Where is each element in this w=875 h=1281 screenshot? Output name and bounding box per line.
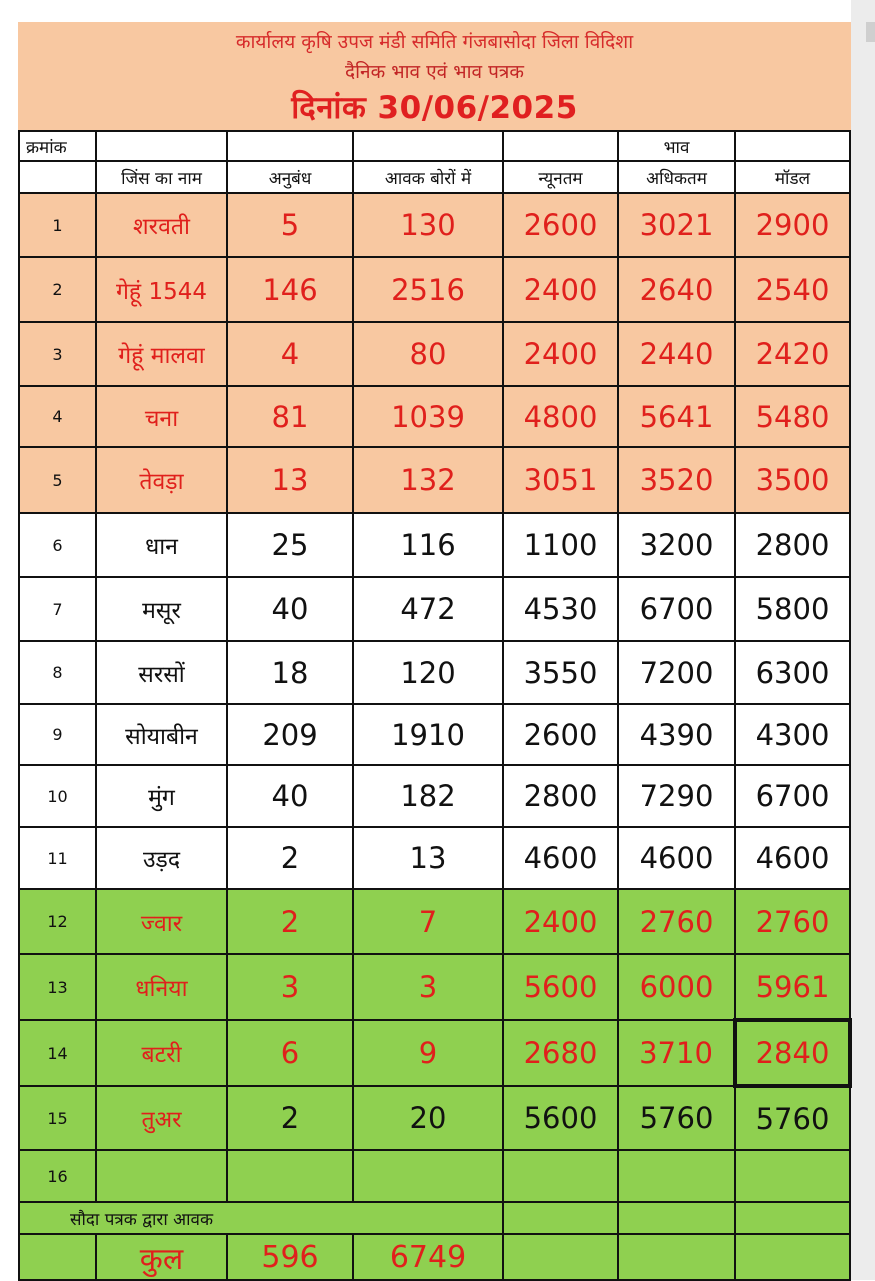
scroll-indicator[interactable] bbox=[866, 22, 875, 42]
arrival-cell: 182 bbox=[353, 765, 503, 827]
arrival-cell: 80 bbox=[353, 322, 503, 386]
total-arrival: 6749 bbox=[353, 1234, 503, 1280]
arrival-cell: 13 bbox=[353, 827, 503, 889]
arrival-cell: 132 bbox=[353, 447, 503, 513]
header-blank bbox=[227, 131, 353, 161]
serial-cell: 11 bbox=[19, 827, 96, 889]
modal-price-cell: 6300 bbox=[735, 641, 850, 704]
commodity-name: मुंग bbox=[96, 765, 227, 827]
col-min-header: न्यूनतम bbox=[503, 161, 618, 193]
table-row bbox=[19, 889, 850, 954]
max-price-cell: 3200 bbox=[618, 513, 735, 577]
contract-cell: 146 bbox=[227, 257, 353, 322]
commodity-name: मसूर bbox=[96, 577, 227, 641]
serial-cell: 16 bbox=[19, 1150, 96, 1202]
max-price-cell: 7200 bbox=[618, 641, 735, 704]
office-title: कार्यालय कृषि उपज मंडी समिति गंजबासोदा जिला विदिशा bbox=[235, 31, 634, 53]
contract-cell: 2 bbox=[227, 889, 353, 954]
col-arrival-header: आवक बोरों में bbox=[353, 161, 503, 193]
price-sheet bbox=[18, 22, 851, 1277]
min-price-cell: 5600 bbox=[503, 954, 618, 1020]
footer-blank bbox=[735, 1234, 850, 1280]
max-price-cell: 4390 bbox=[618, 704, 735, 765]
sheet-header bbox=[18, 22, 851, 130]
header-blank bbox=[96, 131, 227, 161]
table-row bbox=[19, 386, 850, 447]
contract-cell: 40 bbox=[227, 765, 353, 827]
total-label: कुल bbox=[96, 1234, 227, 1280]
table-row bbox=[19, 827, 850, 889]
sheet-date: दिनांक 30/06/2025 bbox=[291, 90, 578, 126]
total-row bbox=[19, 1234, 850, 1280]
modal-price-cell: 2900 bbox=[735, 193, 850, 257]
arrival-cell: 116 bbox=[353, 513, 503, 577]
serial-cell: 10 bbox=[19, 765, 96, 827]
sheet-subtitle: दैनिक भाव एवं भाव पत्रक bbox=[345, 61, 524, 83]
max-price-cell: 6000 bbox=[618, 954, 735, 1020]
col-serial-header: क्रमांक bbox=[19, 131, 96, 161]
min-price-cell: 2400 bbox=[503, 257, 618, 322]
header-blank bbox=[19, 161, 96, 193]
col-price-group-header: भाव bbox=[618, 131, 735, 161]
header-row-1 bbox=[19, 131, 850, 161]
commodity-name: धनिया bbox=[96, 954, 227, 1020]
commodity-name: चना bbox=[96, 386, 227, 447]
table-row bbox=[19, 447, 850, 513]
col-commodity-header: जिंस का नाम bbox=[96, 161, 227, 193]
commodity-name: बटरी bbox=[96, 1020, 227, 1086]
commodity-name: तुअर bbox=[96, 1086, 227, 1150]
modal-price-cell: 5760 bbox=[735, 1086, 850, 1150]
table-row bbox=[19, 513, 850, 577]
serial-cell: 6 bbox=[19, 513, 96, 577]
arrival-cell: 3 bbox=[353, 954, 503, 1020]
arrival-cell: 130 bbox=[353, 193, 503, 257]
modal-price-cell bbox=[735, 1150, 850, 1202]
footer-blank bbox=[618, 1234, 735, 1280]
table-row bbox=[19, 257, 850, 322]
sauda-label: सौदा पत्रक द्वारा आवक bbox=[19, 1202, 503, 1234]
sauda-row bbox=[19, 1202, 850, 1234]
min-price-cell: 2400 bbox=[503, 889, 618, 954]
modal-price-cell: 5480 bbox=[735, 386, 850, 447]
serial-cell: 4 bbox=[19, 386, 96, 447]
max-price-cell: 7290 bbox=[618, 765, 735, 827]
header-blank bbox=[353, 131, 503, 161]
col-contract-header: अनुबंध bbox=[227, 161, 353, 193]
max-price-cell: 4600 bbox=[618, 827, 735, 889]
contract-cell: 5 bbox=[227, 193, 353, 257]
min-price-cell bbox=[503, 1150, 618, 1202]
contract-cell: 25 bbox=[227, 513, 353, 577]
commodity-name: सोयाबीन bbox=[96, 704, 227, 765]
commodity-name: धान bbox=[96, 513, 227, 577]
modal-price-cell: 2760 bbox=[735, 889, 850, 954]
contract-cell: 13 bbox=[227, 447, 353, 513]
arrival-cell bbox=[353, 1150, 503, 1202]
contract-cell: 2 bbox=[227, 1086, 353, 1150]
modal-price-cell: 5961 bbox=[735, 954, 850, 1020]
serial-cell: 9 bbox=[19, 704, 96, 765]
max-price-cell: 5641 bbox=[618, 386, 735, 447]
footer-blank bbox=[19, 1234, 96, 1280]
max-price-cell: 3520 bbox=[618, 447, 735, 513]
arrival-cell: 472 bbox=[353, 577, 503, 641]
contract-cell: 6 bbox=[227, 1020, 353, 1086]
commodity-name bbox=[96, 1150, 227, 1202]
table-row bbox=[19, 765, 850, 827]
screen-right-margin bbox=[851, 0, 875, 1280]
max-price-cell: 6700 bbox=[618, 577, 735, 641]
commodity-name: उड़द bbox=[96, 827, 227, 889]
price-table bbox=[18, 130, 852, 1281]
commodity-name: ज्वार bbox=[96, 889, 227, 954]
contract-cell: 4 bbox=[227, 322, 353, 386]
max-price-cell: 2760 bbox=[618, 889, 735, 954]
contract-cell: 2 bbox=[227, 827, 353, 889]
min-price-cell: 1100 bbox=[503, 513, 618, 577]
max-price-cell: 2440 bbox=[618, 322, 735, 386]
modal-price-cell: 2540 bbox=[735, 257, 850, 322]
contract-cell: 18 bbox=[227, 641, 353, 704]
min-price-cell: 4530 bbox=[503, 577, 618, 641]
table-row bbox=[19, 1086, 850, 1150]
modal-price-cell: 4600 bbox=[735, 827, 850, 889]
min-price-cell: 4800 bbox=[503, 386, 618, 447]
max-price-cell: 2640 bbox=[618, 257, 735, 322]
table-row bbox=[19, 1150, 850, 1202]
table-body bbox=[19, 193, 850, 1202]
footer-blank bbox=[503, 1234, 618, 1280]
min-price-cell: 2600 bbox=[503, 704, 618, 765]
serial-cell: 13 bbox=[19, 954, 96, 1020]
min-price-cell: 2400 bbox=[503, 322, 618, 386]
arrival-cell: 7 bbox=[353, 889, 503, 954]
min-price-cell: 2600 bbox=[503, 193, 618, 257]
min-price-cell: 2680 bbox=[503, 1020, 618, 1086]
commodity-name: गेहूं मालवा bbox=[96, 322, 227, 386]
modal-price-cell: 2800 bbox=[735, 513, 850, 577]
commodity-name: गेहूं 1544 bbox=[96, 257, 227, 322]
contract-cell bbox=[227, 1150, 353, 1202]
min-price-cell: 2800 bbox=[503, 765, 618, 827]
max-price-cell bbox=[618, 1150, 735, 1202]
contract-cell: 209 bbox=[227, 704, 353, 765]
header-blank bbox=[503, 131, 618, 161]
contract-cell: 40 bbox=[227, 577, 353, 641]
serial-cell: 3 bbox=[19, 322, 96, 386]
footer-blank bbox=[735, 1202, 850, 1234]
min-price-cell: 5600 bbox=[503, 1086, 618, 1150]
serial-cell: 2 bbox=[19, 257, 96, 322]
modal-price-cell: 2420 bbox=[735, 322, 850, 386]
table-row bbox=[19, 577, 850, 641]
commodity-name: सरसों bbox=[96, 641, 227, 704]
screen-top-edge bbox=[0, 0, 875, 22]
modal-price-cell: 4300 bbox=[735, 704, 850, 765]
min-price-cell: 3051 bbox=[503, 447, 618, 513]
min-price-cell: 4600 bbox=[503, 827, 618, 889]
modal-price-cell: 2840 bbox=[735, 1020, 850, 1086]
serial-cell: 8 bbox=[19, 641, 96, 704]
contract-cell: 3 bbox=[227, 954, 353, 1020]
header-row-2 bbox=[19, 161, 850, 193]
serial-cell: 1 bbox=[19, 193, 96, 257]
table-row bbox=[19, 954, 850, 1020]
table-row bbox=[19, 193, 850, 257]
modal-price-cell: 3500 bbox=[735, 447, 850, 513]
arrival-cell: 9 bbox=[353, 1020, 503, 1086]
serial-cell: 5 bbox=[19, 447, 96, 513]
total-contract: 596 bbox=[227, 1234, 353, 1280]
col-modal-header: मॉडल bbox=[735, 161, 850, 193]
min-price-cell: 3550 bbox=[503, 641, 618, 704]
table-row bbox=[19, 322, 850, 386]
max-price-cell: 3021 bbox=[618, 193, 735, 257]
modal-price-cell: 6700 bbox=[735, 765, 850, 827]
serial-cell: 14 bbox=[19, 1020, 96, 1086]
arrival-cell: 1039 bbox=[353, 386, 503, 447]
max-price-cell: 5760 bbox=[618, 1086, 735, 1150]
table-row bbox=[19, 704, 850, 765]
arrival-cell: 1910 bbox=[353, 704, 503, 765]
arrival-cell: 2516 bbox=[353, 257, 503, 322]
commodity-name: शरवती bbox=[96, 193, 227, 257]
table-row bbox=[19, 641, 850, 704]
arrival-cell: 120 bbox=[353, 641, 503, 704]
footer-blank bbox=[503, 1202, 618, 1234]
modal-price-cell: 5800 bbox=[735, 577, 850, 641]
footer-blank bbox=[618, 1202, 735, 1234]
serial-cell: 7 bbox=[19, 577, 96, 641]
max-price-cell: 3710 bbox=[618, 1020, 735, 1086]
header-blank bbox=[735, 131, 850, 161]
serial-cell: 15 bbox=[19, 1086, 96, 1150]
serial-cell: 12 bbox=[19, 889, 96, 954]
commodity-name: तेवड़ा bbox=[96, 447, 227, 513]
contract-cell: 81 bbox=[227, 386, 353, 447]
arrival-cell: 20 bbox=[353, 1086, 503, 1150]
col-max-header: अधिकतम bbox=[618, 161, 735, 193]
table-row bbox=[19, 1020, 850, 1086]
